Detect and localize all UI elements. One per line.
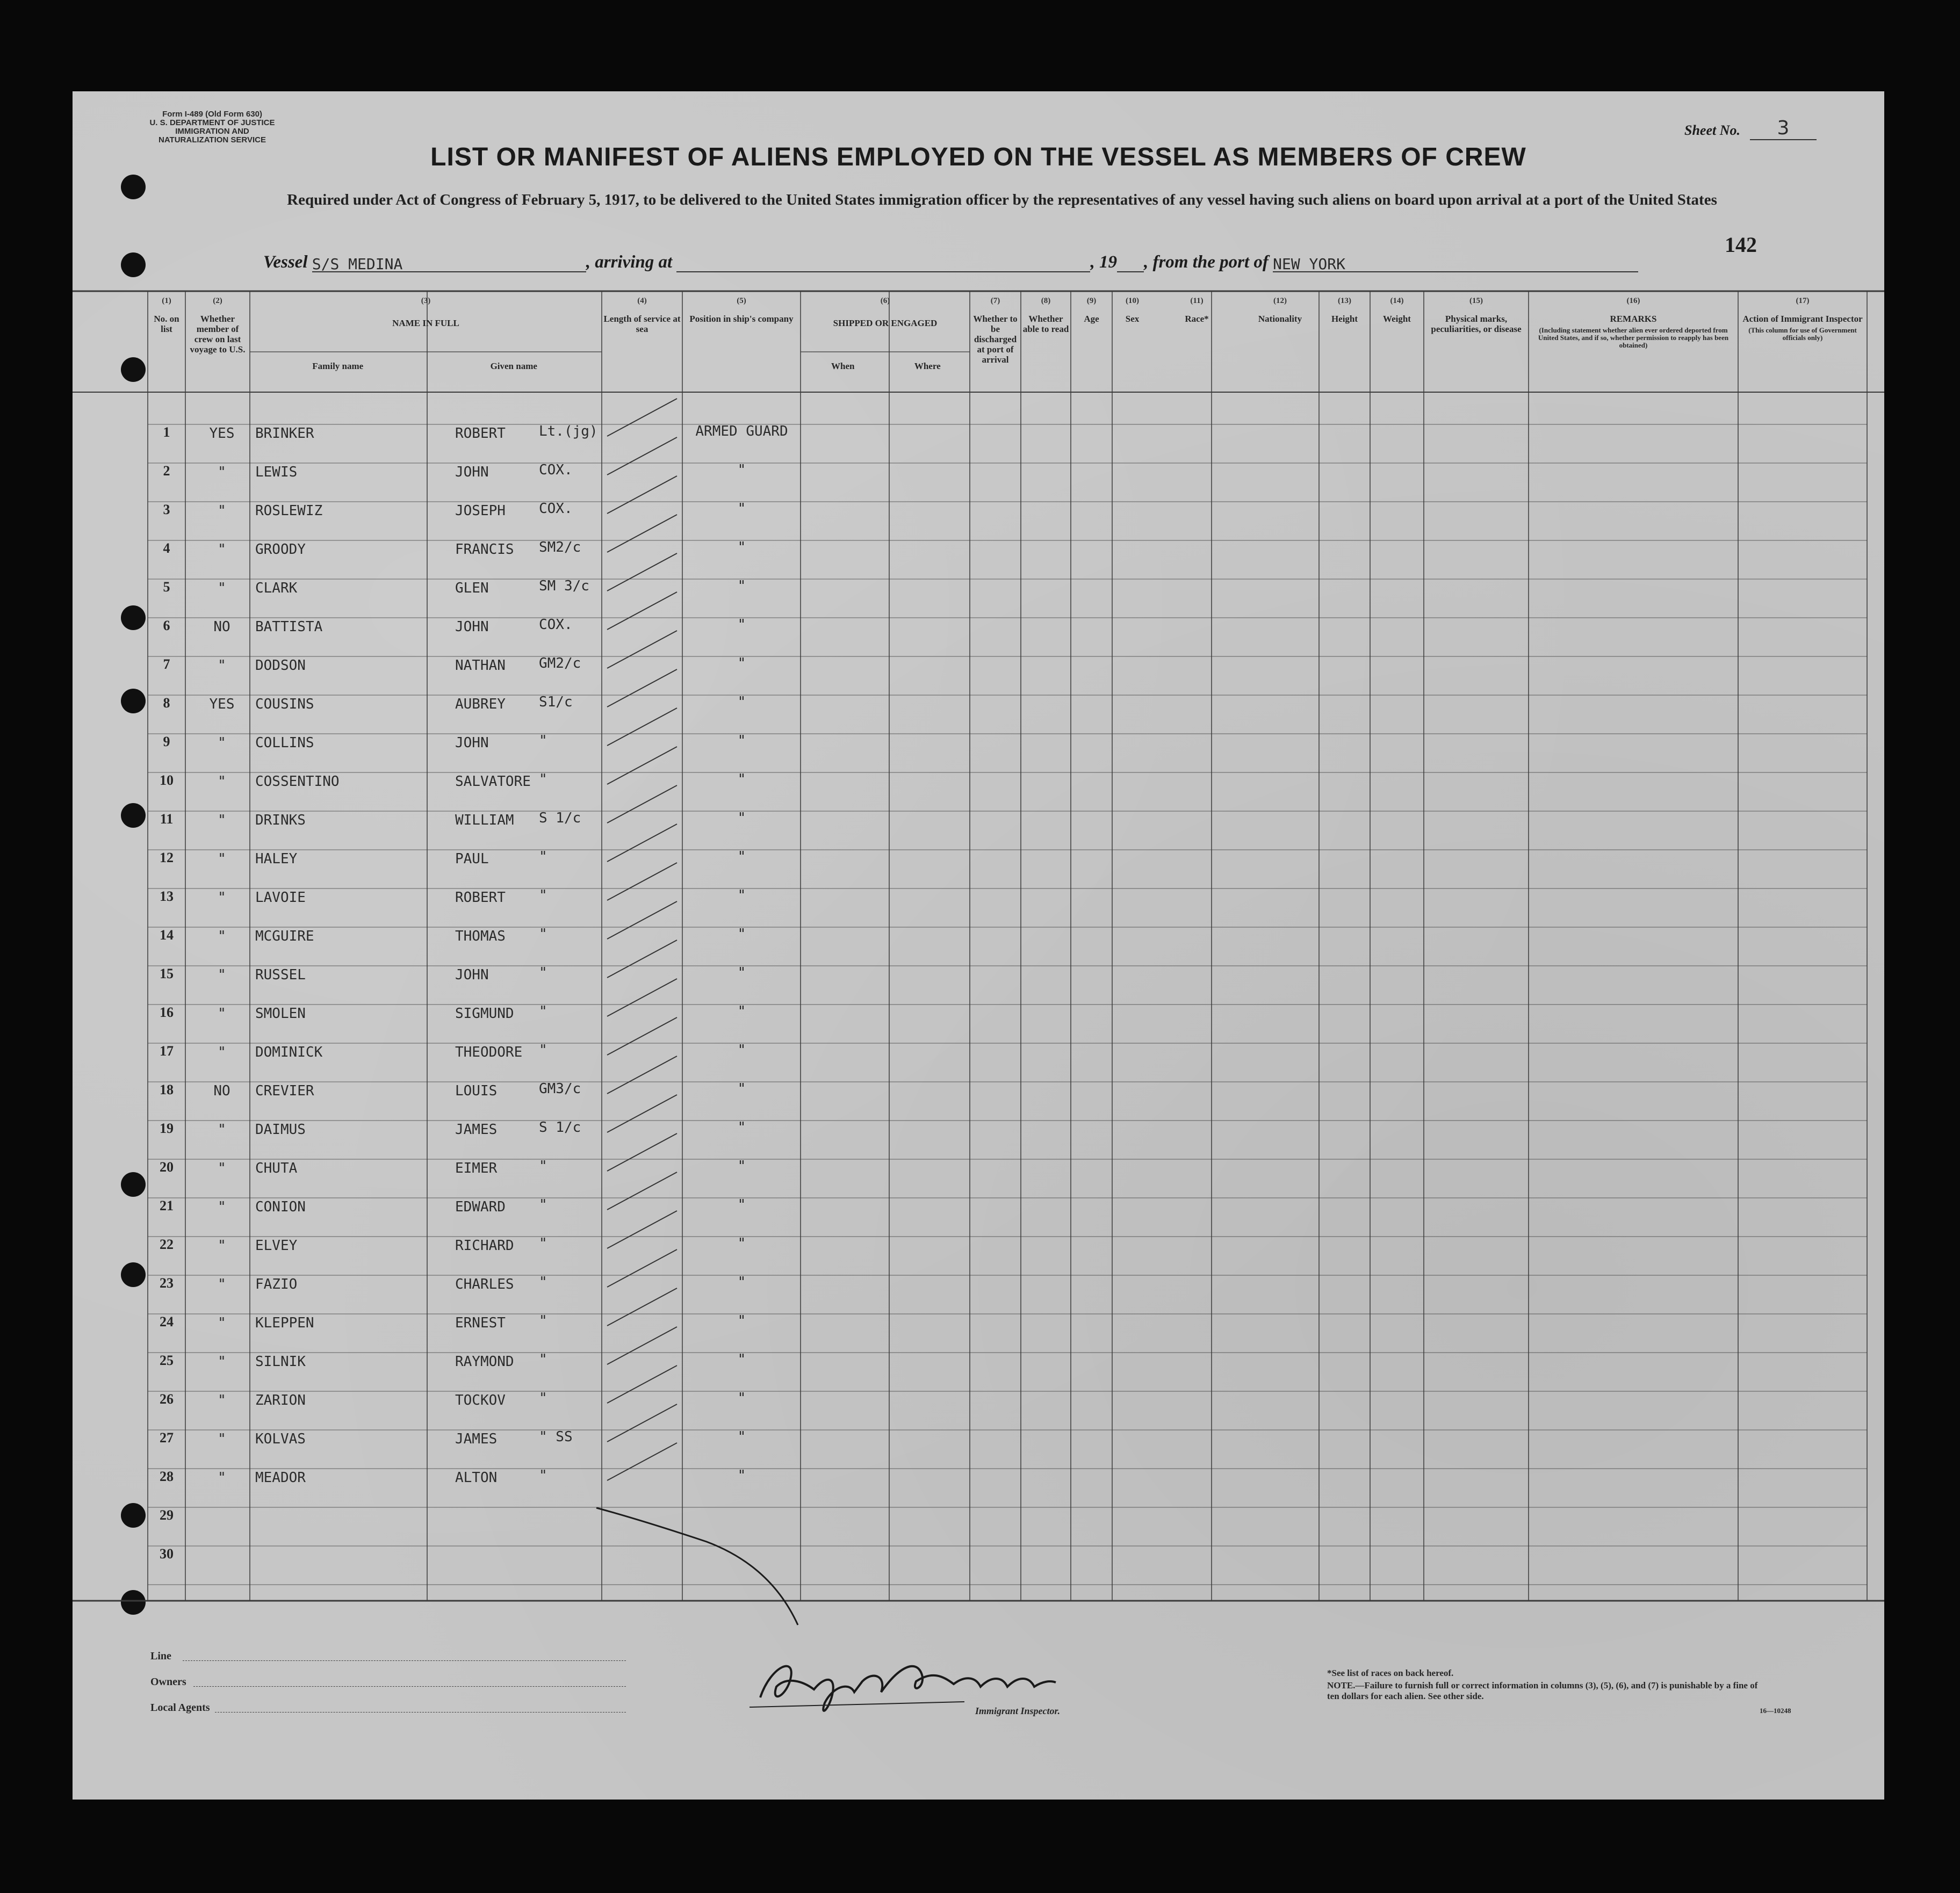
column-header: Position in ship's company (689, 314, 794, 324)
family-name: KOLVAS (255, 1431, 306, 1447)
previous-voyage: NO (213, 1083, 230, 1099)
rank: " (539, 1235, 547, 1252)
row-number: 18 (160, 1082, 174, 1097)
column-number: (5) (737, 297, 746, 305)
position: " (737, 733, 746, 749)
family-name: FAZIO (255, 1276, 298, 1292)
year-label: , 19 (1090, 252, 1117, 272)
row-number: 24 (160, 1314, 174, 1330)
row-number: 28 (160, 1469, 174, 1484)
given-name: SIGMUND (455, 1006, 514, 1022)
position: " (737, 1158, 746, 1174)
given-name: EIMER (455, 1160, 498, 1176)
given-name: RICHARD (455, 1238, 514, 1254)
given-name: JOHN (455, 735, 489, 751)
sheet-number-label: Sheet No. (1684, 122, 1740, 138)
family-name: LEWIS (255, 464, 298, 480)
race-note: *See list of races on back hereof. (1327, 1668, 1454, 1678)
document-title: LIST OR MANIFEST OF ALIENS EMPLOYED ON THE VESSEL AS MEMBERS OF CREW (430, 143, 1526, 171)
column-subheader: When (831, 361, 855, 371)
given-name: JOHN (455, 619, 489, 635)
family-name: CLARK (255, 580, 298, 596)
given-name: LOUIS (455, 1083, 498, 1099)
column-number: (4) (637, 297, 647, 305)
previous-voyage: " (218, 1315, 226, 1331)
position: " (737, 655, 746, 671)
given-name: WILLIAM (455, 812, 514, 828)
family-name: LAVOIE (255, 890, 306, 906)
family-name: DODSON (255, 658, 306, 674)
column-number: (7) (990, 297, 1000, 305)
row-number: 29 (160, 1507, 174, 1523)
position: ARMED GUARD (695, 423, 788, 439)
rank: SM 3/c (539, 578, 589, 594)
row-number: 17 (160, 1043, 174, 1059)
family-name: BATTISTA (255, 619, 323, 635)
rank: S 1/c (539, 810, 581, 826)
given-name: ALTON (455, 1470, 498, 1486)
column-header: No. on list (154, 314, 179, 334)
rank: " (539, 771, 547, 787)
position: " (737, 810, 746, 826)
position: " (737, 1390, 746, 1406)
rank: S 1/c (539, 1119, 581, 1136)
family-name: KLEPPEN (255, 1315, 314, 1331)
row-number: 22 (160, 1237, 174, 1252)
previous-voyage: YES (209, 425, 235, 442)
immigrant-inspector-label: Immigrant Inspector. (975, 1706, 1061, 1716)
rank: " (539, 1313, 547, 1329)
vessel-name: S/S MEDINA (312, 255, 586, 272)
position: " (737, 887, 746, 904)
rank: S1/c (539, 694, 573, 710)
family-name: MEADOR (255, 1470, 306, 1486)
rank: " SS (539, 1429, 573, 1445)
position: " (737, 1119, 746, 1136)
rank: COX. (539, 462, 573, 478)
row-number: 26 (160, 1391, 174, 1407)
previous-voyage: " (218, 1122, 226, 1138)
row-number: 10 (160, 772, 174, 788)
column-subheader: Where (914, 361, 941, 371)
previous-voyage: " (218, 890, 226, 906)
row-number: 13 (160, 888, 174, 904)
position: " (737, 926, 746, 942)
row-number: 9 (163, 734, 170, 749)
given-name: THOMAS (455, 928, 506, 944)
given-name: ROBERT (455, 890, 506, 906)
family-name: COLLINS (255, 735, 314, 751)
column-number: (15) (1469, 297, 1483, 305)
family-name: COSSENTINO (255, 774, 340, 790)
column-header: Whether able to read (1022, 314, 1069, 334)
family-name: RUSSEL (255, 967, 306, 983)
position: " (737, 1274, 746, 1290)
rank: " (539, 1468, 547, 1484)
row-number: 1 (163, 424, 170, 440)
given-name: JAMES (455, 1122, 498, 1138)
family-name: CREVIER (255, 1083, 314, 1099)
column-number: (8) (1041, 297, 1051, 305)
column-number: (11) (1190, 297, 1204, 305)
previous-voyage: " (218, 503, 226, 519)
row-number: 15 (160, 966, 174, 981)
position: " (737, 849, 746, 865)
previous-voyage: " (218, 1431, 226, 1447)
row-number: 30 (160, 1546, 174, 1562)
position: " (737, 1313, 746, 1329)
local-agents-label: Local Agents (150, 1702, 210, 1714)
previous-voyage: " (218, 774, 226, 790)
previous-voyage: " (218, 1006, 226, 1022)
previous-voyage: " (218, 812, 226, 828)
column-header: Sex (1125, 314, 1140, 324)
previous-voyage: " (218, 1160, 226, 1176)
column-number: (2) (213, 297, 222, 305)
print-code: 16—10248 (1760, 1707, 1791, 1715)
form-id-line: U. S. DEPARTMENT OF JUSTICE (149, 118, 275, 127)
given-name: GLEN (455, 580, 489, 596)
row-number: 27 (160, 1430, 174, 1446)
position: " (737, 1235, 746, 1252)
rank: COX. (539, 617, 573, 633)
given-name: CHARLES (455, 1276, 514, 1292)
family-name: CHUTA (255, 1160, 298, 1176)
position: " (737, 501, 746, 517)
column-header-note: (Including statement whether alien ever ordered deported from United States, and if so, whether permission to reapply has been obtained) (1538, 326, 1729, 349)
row-number: 5 (163, 579, 170, 595)
column-header: REMARKS (1610, 314, 1657, 324)
row-number: 20 (160, 1159, 174, 1175)
column-number: (16) (1626, 297, 1640, 305)
previous-voyage: " (218, 1392, 226, 1408)
given-name: NATHAN (455, 658, 506, 674)
row-number: 8 (163, 695, 170, 711)
rank: " (539, 1197, 547, 1213)
given-name: JOHN (455, 464, 489, 480)
given-name: TOCKOV (455, 1392, 506, 1408)
rank: GM2/c (539, 655, 581, 671)
family-name: ELVEY (255, 1238, 298, 1254)
vessel-label: Vessel (263, 252, 308, 272)
given-name: THEODORE (455, 1044, 523, 1060)
row-number: 14 (160, 927, 174, 943)
position: " (737, 965, 746, 981)
previous-voyage: " (218, 735, 226, 751)
column-number: (14) (1390, 297, 1404, 305)
row-number: 16 (160, 1005, 174, 1020)
column-number: (9) (1086, 297, 1097, 305)
rank: SM2/c (539, 539, 581, 555)
column-header-note: (This column for use of Government officials only) (1748, 326, 1857, 342)
family-name: BRINKER (255, 425, 314, 442)
family-name: ROSLEWIZ (255, 503, 323, 519)
family-name: CONION (255, 1199, 306, 1215)
column-header: SHIPPED OR ENGAGED (833, 318, 938, 328)
column-number: (17) (1796, 297, 1810, 305)
row-number: 12 (160, 850, 174, 865)
form-id-line: Form I-489 (Old Form 630) (162, 110, 262, 119)
page-number: 142 (1725, 233, 1757, 257)
port-name: NEW YORK (1273, 255, 1638, 272)
row-number: 19 (160, 1121, 174, 1136)
line-label: Line (150, 1650, 171, 1662)
previous-voyage: " (218, 541, 226, 558)
previous-voyage: YES (209, 696, 235, 712)
row-number: 4 (163, 540, 170, 556)
previous-voyage: " (218, 1354, 226, 1370)
family-name: GROODY (255, 541, 306, 558)
manifest-sheet (73, 91, 1884, 1800)
family-name: DAIMUS (255, 1122, 306, 1138)
previous-voyage: " (218, 967, 226, 983)
position: " (737, 1042, 746, 1058)
port-label: , from the port of (1143, 252, 1269, 272)
position: " (737, 462, 746, 478)
rank: " (539, 1042, 547, 1058)
family-name: MCGUIRE (255, 928, 314, 944)
family-name: COUSINS (255, 696, 314, 712)
row-number: 2 (163, 463, 170, 479)
given-name: ERNEST (455, 1315, 506, 1331)
rank: " (539, 849, 547, 865)
position: " (737, 1468, 746, 1484)
previous-voyage: " (218, 464, 226, 480)
position: " (737, 694, 746, 710)
rank: " (539, 1352, 547, 1368)
previous-voyage: " (218, 1044, 226, 1060)
position: " (737, 539, 746, 555)
previous-voyage: NO (213, 619, 230, 635)
previous-voyage: " (218, 1470, 226, 1486)
position: " (737, 578, 746, 594)
document-subtitle: Required under Act of Congress of February 5, 1917, to be delivered to the United States immigration officer by the representatives of any vessel having such aliens on board upon arrival at a port of the United States (287, 191, 1717, 208)
sheet-number-value: 3 (1750, 117, 1817, 140)
rank: Lt.(jg) (539, 423, 598, 439)
penalty-note: NOTE.—Failure to furnish full or correct information in columns (3), (5), (6), and (7) is punishable by a fine of ten dollars for each alien. See other side. (1327, 1680, 1758, 1701)
rank: " (539, 887, 547, 904)
family-name: SILNIK (255, 1354, 306, 1370)
rank: " (539, 926, 547, 942)
given-name: ROBERT (455, 425, 506, 442)
family-name: SMOLEN (255, 1006, 306, 1022)
given-name: RAYMOND (455, 1354, 514, 1370)
position: " (737, 1197, 746, 1213)
previous-voyage: " (218, 1199, 226, 1215)
row-number: 25 (160, 1353, 174, 1368)
family-name: DRINKS (255, 812, 306, 828)
given-name: JAMES (455, 1431, 498, 1447)
row-number: 7 (163, 656, 170, 672)
column-header: Weight (1383, 314, 1411, 324)
arriving-label: , arriving at (586, 252, 673, 272)
rank: " (539, 733, 547, 749)
given-name: JOSEPH (455, 503, 506, 519)
row-number: 6 (163, 618, 170, 633)
position: " (737, 617, 746, 633)
given-name: FRANCIS (455, 541, 514, 558)
column-header: Height (1331, 314, 1358, 324)
rank: GM3/c (539, 1081, 581, 1097)
column-number: (6) (880, 297, 890, 305)
column-header: Whether member of crew on last voyage to U.S. (190, 314, 246, 355)
owners-label: Owners (150, 1676, 186, 1688)
previous-voyage: " (218, 851, 226, 867)
previous-voyage: " (218, 1276, 226, 1292)
column-header: Physical marks, peculiarities, or disease (1431, 314, 1522, 334)
local-agents-field (215, 1711, 626, 1713)
column-number: (12) (1273, 297, 1287, 305)
rank: " (539, 965, 547, 981)
column-header: NAME IN FULL (392, 318, 459, 328)
rank: COX. (539, 501, 573, 517)
column-header: Whether to be discharged at port of arrival (973, 314, 1018, 365)
row-number: 21 (160, 1198, 174, 1213)
given-name: SALVATORE (455, 774, 531, 790)
position: " (737, 771, 746, 787)
column-header: Age (1084, 314, 1099, 324)
family-name: HALEY (255, 851, 298, 867)
column-number: (13) (1338, 297, 1351, 305)
given-name: PAUL (455, 851, 489, 867)
column-header: Action of Immigrant Inspector (1742, 314, 1863, 324)
row-number: 3 (163, 502, 170, 517)
rank: " (539, 1158, 547, 1174)
given-name: AUBREY (455, 696, 506, 712)
family-name: ZARION (255, 1392, 306, 1408)
position: " (737, 1081, 746, 1097)
owners-field (193, 1686, 626, 1687)
family-name: DOMINICK (255, 1044, 323, 1060)
given-name: EDWARD (455, 1199, 506, 1215)
previous-voyage: " (218, 580, 226, 596)
row-number: 23 (160, 1275, 174, 1291)
rank: " (539, 1274, 547, 1290)
rank: " (539, 1003, 547, 1020)
column-header: Race* (1185, 314, 1209, 324)
column-number: (3) (421, 297, 431, 305)
given-name: JOHN (455, 967, 489, 983)
column-number: (10) (1126, 297, 1139, 305)
position: " (737, 1352, 746, 1368)
rank: " (539, 1390, 547, 1406)
column-subheader: Family name (312, 361, 364, 371)
column-number: (1) (162, 297, 171, 305)
column-subheader: Given name (490, 361, 537, 371)
previous-voyage: " (218, 658, 226, 674)
position: " (737, 1429, 746, 1445)
column-header: Nationality (1258, 314, 1302, 324)
form-id-line: IMMIGRATION AND NATURALIZATION SERVICE (158, 127, 266, 144)
row-number: 11 (160, 811, 174, 827)
position: " (737, 1003, 746, 1020)
line-field (183, 1660, 626, 1661)
previous-voyage: " (218, 1238, 226, 1254)
column-header: Length of service at sea (603, 314, 681, 334)
previous-voyage: " (218, 928, 226, 944)
